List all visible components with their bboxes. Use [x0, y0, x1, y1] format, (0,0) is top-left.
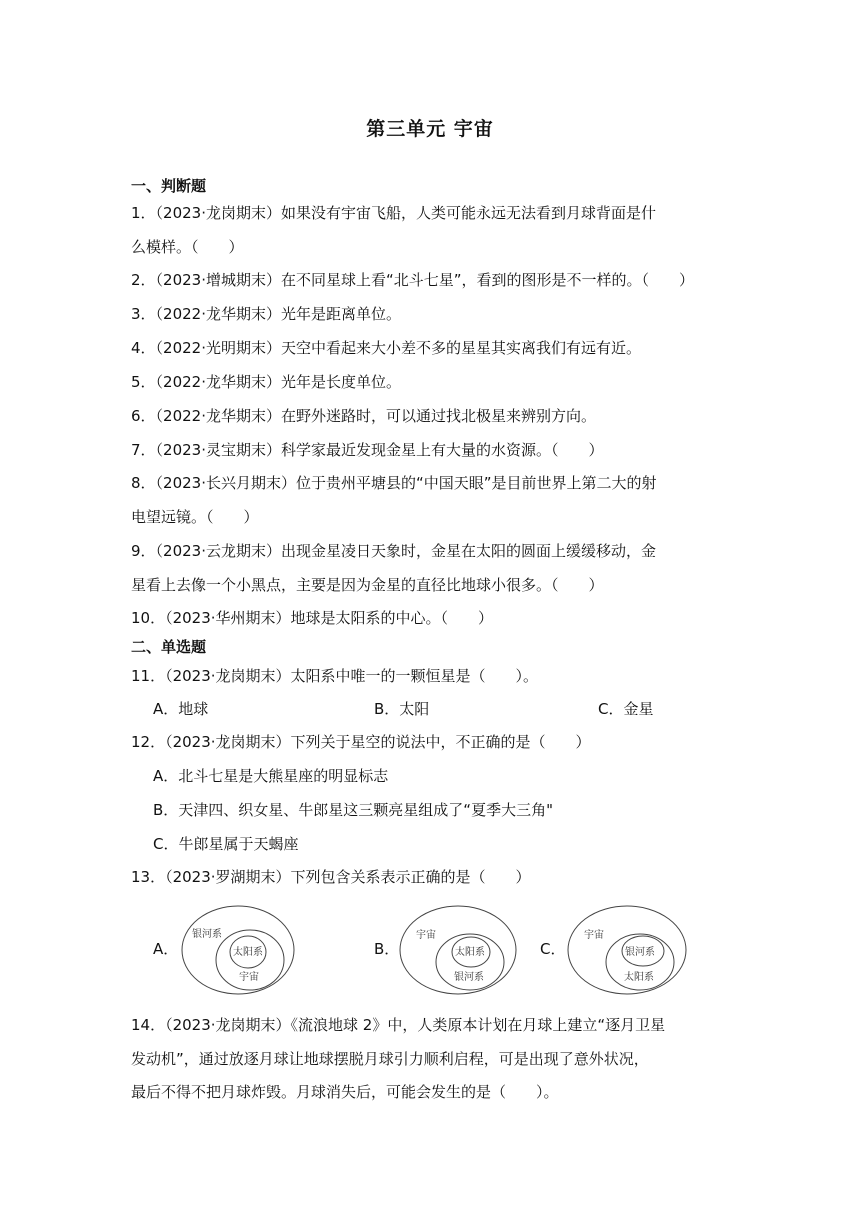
section-title-judge: 一、判断题 [131, 177, 207, 195]
question-13-option-a-label: A． [153, 940, 179, 958]
question-12-option-a: A．北斗七星是大熊星座的明显标志 [153, 767, 389, 785]
question-13-diagram-a [180, 904, 296, 1000]
question-2: 2．（2023·增城期末）在不同星球上看“北斗七星”，看到的图形是不一样的。（ ） [131, 271, 695, 289]
question-4: 4．（2022·光明期末）天空中看起来大小差不多的星星其实离我们有远有近。 [131, 339, 641, 357]
question-14-line-3: 最后不得不把月球炸毁。月球消失后，可能会发生的是（ ）。 [131, 1083, 559, 1101]
question-3: 3．（2022·龙华期末）光年是距离单位。 [131, 305, 401, 323]
question-1-line-2: 么模样。（ ） [131, 238, 244, 256]
question-8-line-1: 8．（2023·长兴月期末）位于贵州平塘县的“中国天眼”是目前世界上第二大的射 [131, 474, 657, 492]
section-title-single: 二、单选题 [131, 638, 207, 656]
diagram-b-outer-label: 宇宙 [416, 930, 436, 941]
question-1-line-1: 1．（2023·龙岗期末）如果没有宇宙飞船，人类可能永远无法看到月球背面是什 [131, 204, 656, 222]
question-8-line-2: 电望远镜。（ ） [131, 508, 259, 526]
diagram-b-middle-label: 银河系 [454, 972, 484, 983]
question-9-line-2: 星看上去像一个小黑点，主要是因为金星的直径比地球小很多。（ ） [131, 576, 604, 594]
diagram-a-inner-label: 太阳系 [233, 947, 263, 958]
question-11-option-c: C．金星 [598, 700, 654, 718]
question-11-option-a: A．地球 [153, 700, 209, 718]
question-14-line-2: 发动机”，通过放逐月球让地球摆脱月球引力顺利启程，可是出现了意外状况， [131, 1050, 649, 1068]
diagram-c-inner-label: 银河系 [625, 947, 655, 958]
question-7: 7．（2023·灵宝期末）科学家最近发现金星上有大量的水资源。（ ） [131, 441, 604, 459]
diagram-c-outer-label: 宇宙 [584, 930, 604, 941]
question-9-line-1: 9．（2023·云龙期末）出现金星凌日天象时，金星在太阳的圆面上缓缓移动，金 [131, 542, 656, 560]
question-13-diagram-b [398, 904, 518, 1000]
question-12: 12．（2023·龙岗期末）下列关于星空的说法中，不正确的是（ ） [131, 733, 591, 751]
diagram-b-inner-label: 太阳系 [455, 947, 485, 958]
question-5: 5．（2022·龙华期末）光年是长度单位。 [131, 373, 401, 391]
question-12-option-c: C．牛郎星属于天蝎座 [153, 835, 299, 853]
question-6: 6．（2022·龙华期末）在野外迷路时，可以通过找北极星来辨别方向。 [131, 407, 596, 425]
page-title: 第三单元 宇宙 [366, 118, 494, 140]
diagram-a-outer-label: 银河系 [192, 929, 222, 940]
question-13-option-b-label: B． [374, 940, 400, 958]
question-13-option-c-label: C． [540, 940, 566, 958]
question-12-option-b: B．天津四、织女星、牛郎星这三颗亮星组成了“夏季大三角" [153, 801, 553, 819]
question-11: 11．（2023·龙岗期末）太阳系中唯一的一颗恒星是（ ）。 [131, 667, 539, 685]
question-13: 13．（2023·罗湖期末）下列包含关系表示正确的是（ ） [131, 868, 531, 886]
diagram-c-middle-label: 太阳系 [624, 972, 654, 983]
question-14-line-1: 14．（2023·龙岗期末）《流浪地球 2》中，人类原本计划在月球上建立“逐月卫星 [131, 1016, 666, 1034]
question-11-option-b: B．太阳 [374, 700, 430, 718]
question-13-diagram-c [566, 904, 688, 1000]
diagram-a-middle-label: 宇宙 [239, 972, 259, 983]
question-10: 10．（2023·华州期末）地球是太阳系的中心。（ ） [131, 609, 494, 627]
